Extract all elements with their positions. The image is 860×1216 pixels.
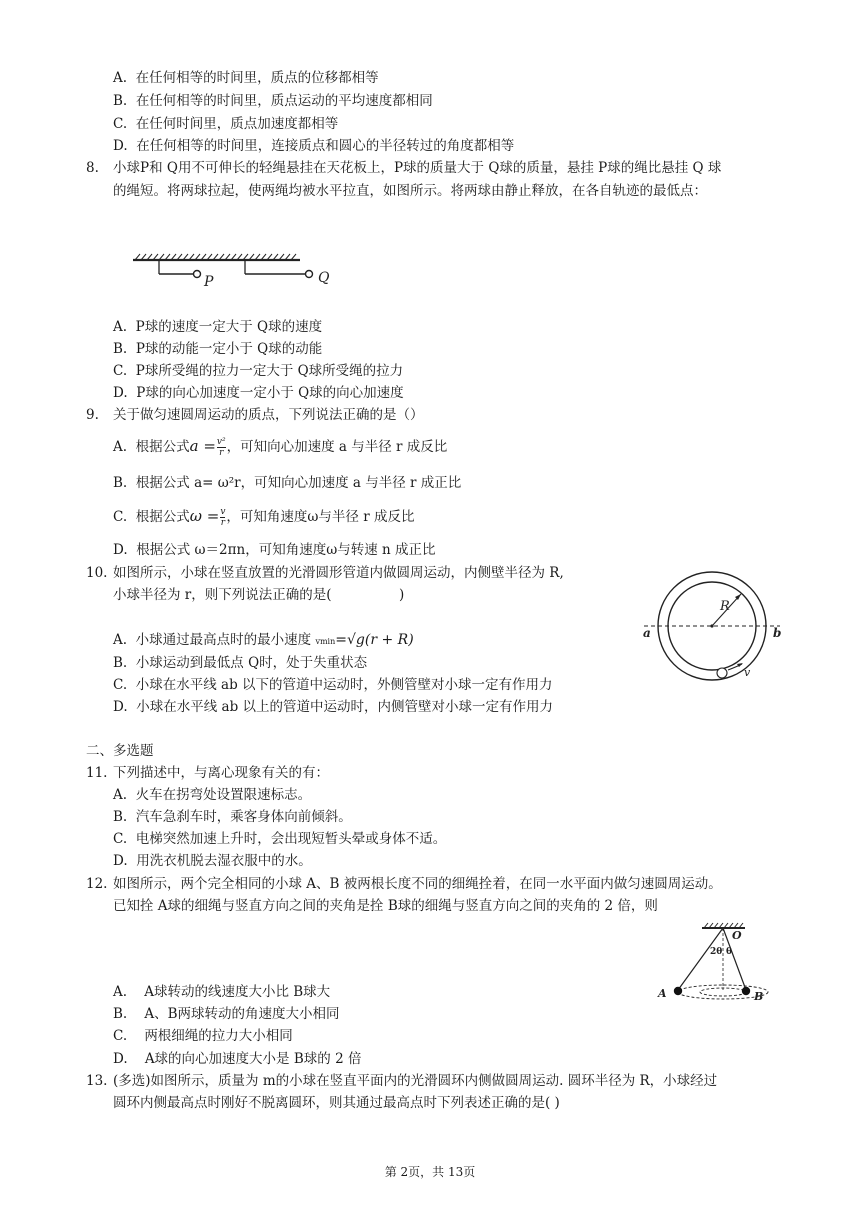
label-2theta: 2θ bbox=[710, 947, 723, 957]
q10-stem-line1: 如图所示，小球在竖直放置的光滑圆形管道内做圆周运动，内侧壁半径为 R, bbox=[113, 565, 564, 581]
q7-option-b: B. 在任何相等的时间里，质点运动的平均速度都相同 bbox=[113, 93, 433, 109]
q9-stem: 关于做匀速圆周运动的质点，下列说法正确的是（） bbox=[113, 407, 424, 423]
label-o: O bbox=[732, 929, 742, 942]
label-v: v bbox=[744, 666, 751, 679]
q12-option-c: C. 两根细绳的拉力大小相同 bbox=[113, 1028, 293, 1044]
q10-diagram bbox=[640, 570, 785, 685]
q13-number: 13. bbox=[86, 1073, 108, 1089]
q8-diagram bbox=[125, 252, 340, 292]
q11-number: 11. bbox=[86, 765, 108, 781]
string-a bbox=[678, 928, 723, 990]
q12-number: 12. bbox=[86, 876, 108, 892]
q8-stem-line2: 的绳短。将两球拉起，使两绳均被水平拉直，如图所示。将两球由静止释放，在各自轨迹的最低点： bbox=[113, 183, 707, 199]
q13-stem-line1: (多选)如图所示，质量为 m的小球在竖直平面内的光滑圆环内侧做圆周运动. 圆环半径为 R，小球经过 bbox=[113, 1073, 718, 1089]
q12-stem-line2: 已知拴 A球的细绳与竖直方向之间的夹角是拴 B球的细绳与竖直方向之间的夹角的 2 倍，则 bbox=[113, 898, 658, 914]
q10-option-b: B. 小球运动到最低点 Q时，处于失重状态 bbox=[113, 655, 368, 671]
q12-option-b: B. A、B两球转动的角速度大小相同 bbox=[113, 1006, 340, 1022]
label-b: B bbox=[754, 990, 764, 1003]
label-r: R bbox=[720, 599, 730, 614]
q8-option-d: D. P球的向心加速度一定小于 Q球的向心加速度 bbox=[113, 385, 404, 401]
q7-option-c: C. 在任何时间里，质点加速度都相等 bbox=[113, 116, 339, 132]
q10-option-c: C. 小球在水平线 ab 以下的管道中运动时，外侧管壁对小球一定有作用力 bbox=[113, 677, 553, 693]
q9-option-d: D. 根据公式 ω＝2πn，可知角速度ω与转速 n 成正比 bbox=[113, 542, 436, 558]
q7-option-a: A. 在任何相等的时间里，质点的位移都相等 bbox=[113, 70, 379, 86]
q8-stem-line1: 小球P和 Q用不可伸长的轻绳悬挂在天花板上，P球的质量大于 Q球的质量，悬挂 P球的绳比悬挂 Q 球 bbox=[113, 160, 722, 176]
q8-option-c: C. P球所受绳的拉力一定大于 Q球所受绳的拉力 bbox=[113, 363, 404, 379]
q10-option-d: D. 小球在水平线 ab 以上的管道中运动时，内侧管壁对小球一定有作用力 bbox=[113, 699, 554, 715]
q12-stem-line1: 如图所示，两个完全相同的小球 A、B 被两根长度不同的细绳拴着，在同一水平面内做匀速圆周运动。 bbox=[113, 876, 722, 892]
q10-stem-line2: 小球半径为 r，则下列说法正确的是( ) bbox=[113, 587, 405, 603]
q9-option-c: C. 根据公式ω = $\frac{v}{r}$ ，可知角速度ω与半径 r 成反比 bbox=[113, 507, 415, 528]
q8-option-b: B. P球的动能一定小于 Q球的动能 bbox=[113, 341, 323, 357]
label-theta: θ bbox=[726, 947, 733, 957]
label-a: a bbox=[643, 626, 651, 640]
q11-option-a: A. 火车在拐弯处设置限速标志。 bbox=[113, 787, 312, 803]
small-ball bbox=[717, 668, 727, 678]
q13-stem-line2: 圆环内侧最高点时刚好不脱离圆环，则其通过最高点时下列表述正确的是( ) bbox=[113, 1095, 560, 1111]
q7-option-d: D. 在任何相等的时间里，连接质点和圆心的半径转过的角度都相等 bbox=[113, 138, 515, 154]
ball-a bbox=[674, 987, 682, 995]
label-q: Q bbox=[318, 270, 330, 286]
ball-p bbox=[194, 271, 201, 278]
q9-number: 9. bbox=[86, 407, 99, 423]
page-footer: 第 2页，共 13页 bbox=[384, 1165, 476, 1179]
q8-number: 8. bbox=[86, 160, 99, 176]
section-multiple-choice-heading: 二、多选题 bbox=[86, 743, 154, 759]
label-b: b bbox=[773, 626, 782, 640]
q9-option-b: B. 根据公式 a= ω²r，可知向心加速度 a 与半径 r 成正比 bbox=[113, 475, 462, 491]
q12-option-a: A. A球转动的线速度大小比 B球大 bbox=[113, 984, 331, 1000]
label-a: A bbox=[658, 987, 667, 1000]
q11-option-d: D. 用洗衣机脱去湿衣服中的水。 bbox=[113, 853, 312, 869]
q12-diagram bbox=[650, 920, 790, 1010]
q8-option-a: A. P球的速度一定大于 Q球的速度 bbox=[113, 319, 323, 335]
q11-option-c: C. 电梯突然加速上升时，会出现短暂头晕或身体不适。 bbox=[113, 831, 447, 847]
q11-option-b: B. 汽车急刹车时，乘客身体向前倾斜。 bbox=[113, 809, 352, 825]
q12-option-d: D. A球的向心加速度大小是 B球的 2 倍 bbox=[113, 1051, 362, 1067]
q11-stem: 下列描述中，与离心现象有关的有： bbox=[113, 765, 329, 781]
label-p: P bbox=[204, 274, 214, 290]
ball-q bbox=[306, 271, 313, 278]
q10-option-a: A. 小球通过最高点时的最小速度 vmin=√g(r + R) bbox=[113, 632, 414, 648]
ball-b bbox=[742, 987, 750, 995]
q9-option-a: A. 根据公式a = $\frac{\text{v²}}{r}$ ，可知向心加速度 a 与半径 r 成反比 bbox=[113, 437, 448, 458]
q10-number: 10. bbox=[86, 565, 108, 581]
